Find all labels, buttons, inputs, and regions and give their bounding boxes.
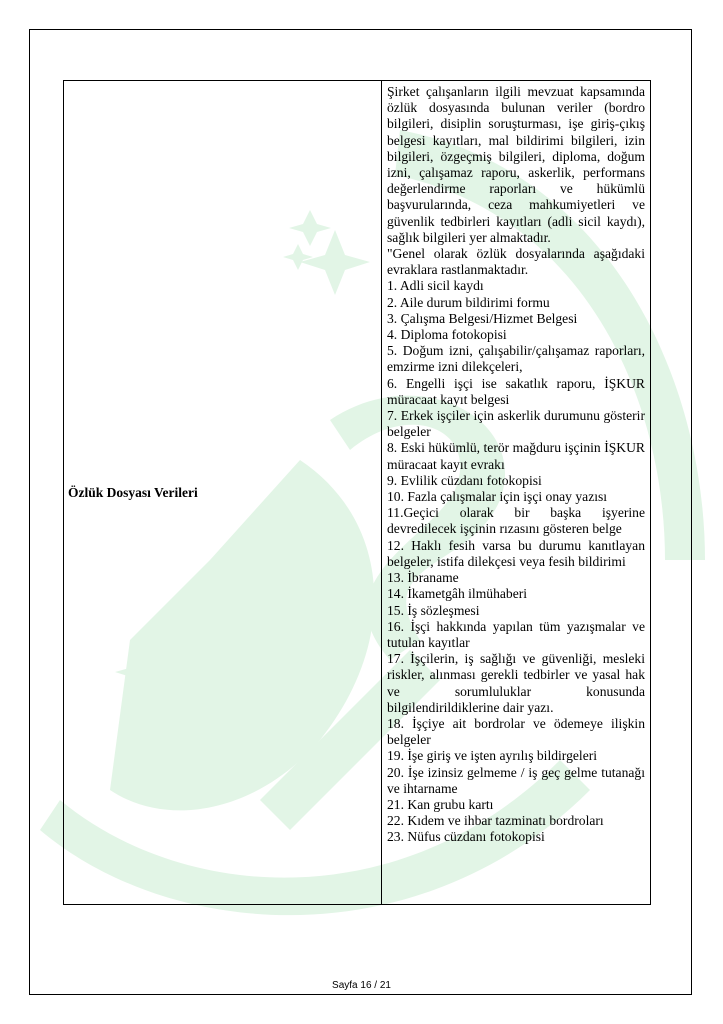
list-item: 20. İşe izinsiz gelmeme / iş geç gelme tutanağı ve ihtarname	[387, 764, 645, 796]
table-content-cell	[382, 81, 650, 904]
list-item: 23. Nüfus cüzdanı fotokopisi	[387, 829, 545, 845]
list-intro: "Genel olarak özlük dosyalarında aşağıdaki evraklara rastlanmaktadır.	[387, 246, 645, 278]
list-item: 5. Doğum izni, çalışabilir/çalışamaz raporları, emzirme izni dilekçeleri,	[387, 343, 645, 375]
list-item: 3. Çalışma Belgesi/Hizmet Belgesi	[387, 310, 578, 326]
list-item: 18. İşçiye ait bordrolar ve ödemeye ilişkin belgeler	[387, 715, 645, 748]
list-item: 19. İşe giriş ve işten ayrılış bildirgeleri	[387, 748, 598, 764]
list-item: 10. Fazla çalışmalar için işçi onay yazısı	[387, 489, 608, 505]
list-item: 6. Engelli işçi ise sakatlık raporu, İŞKUR müracaat kayıt belgesi	[387, 375, 645, 407]
list-item: 2. Aile durum bildirimi formu	[387, 294, 550, 310]
list-item: 13. İbraname	[387, 570, 459, 586]
table-label-cell	[64, 81, 382, 904]
data-table	[63, 80, 651, 905]
list-item: 1. Adli sicil kaydı	[387, 278, 484, 294]
intro-paragraph: Şirket çalışanların ilgili mevzuat kapsamında özlük dosyasında bulunan veriler (bordro bilgileri, disiplin soruşturması, işe giriş-çıkış belgesi kayıtları, mal bildirimi bilgileri, izin bilgileri, özgeçmiş bilgileri, diploma, doğum izni, çalışamaz raporu, askerlik, performans değerlendirme raporları ve hükümlü başvurularında, ceza mahkumiyetleri ve güvenlik tedbirleri kayıtları (adli sicil kaydı), sağlık bilgileri yer almaktadır.	[387, 84, 645, 245]
list-item: 8. Eski hükümlü, terör mağduru işçinin İŞKUR müracaat kayıt evrakı	[387, 440, 645, 472]
list-item: 16. İşçi hakkında yapılan tüm yazışmalar ve tutulan kayıtlar	[387, 618, 645, 650]
page-number: Sayfa 16 / 21	[332, 980, 391, 991]
list-item: 9. Evlilik cüzdanı fotokopisi	[387, 472, 542, 488]
list-item: 22. Kıdem ve ihbar tazminatı bordroları	[387, 813, 604, 829]
list-item: 7. Erkek işçiler için askerlik durumunu gösterir belgeler	[387, 408, 645, 440]
list-item: 11.Geçici olarak bir başka işyerine devredilecek işçinin rızasını gösteren belge	[387, 505, 645, 537]
list-item: 17. İşçilerin, iş sağlığı ve güvenliği, mesleki riskler, alınması gerekli tedbirler ve yasal hak ve sorumluluklar konusunda bilgilendirildiklerine dair yazı.	[387, 651, 645, 715]
page-footer	[0, 980, 723, 991]
list-item: 14. İkametgâh ilmühaberi	[387, 586, 528, 602]
list-item: 12. Haklı fesih varsa bu durumu kanıtlayan belgeler, istifa dilekçesi veya fesih bildirimi	[387, 537, 645, 569]
list-item: 21. Kan grubu kartı	[387, 796, 494, 812]
list-item: 4. Diploma fotokopisi	[387, 327, 507, 343]
row-label: Özlük Dosyası Verileri	[68, 484, 198, 500]
list-item: 15. İş sözleşmesi	[387, 602, 480, 618]
